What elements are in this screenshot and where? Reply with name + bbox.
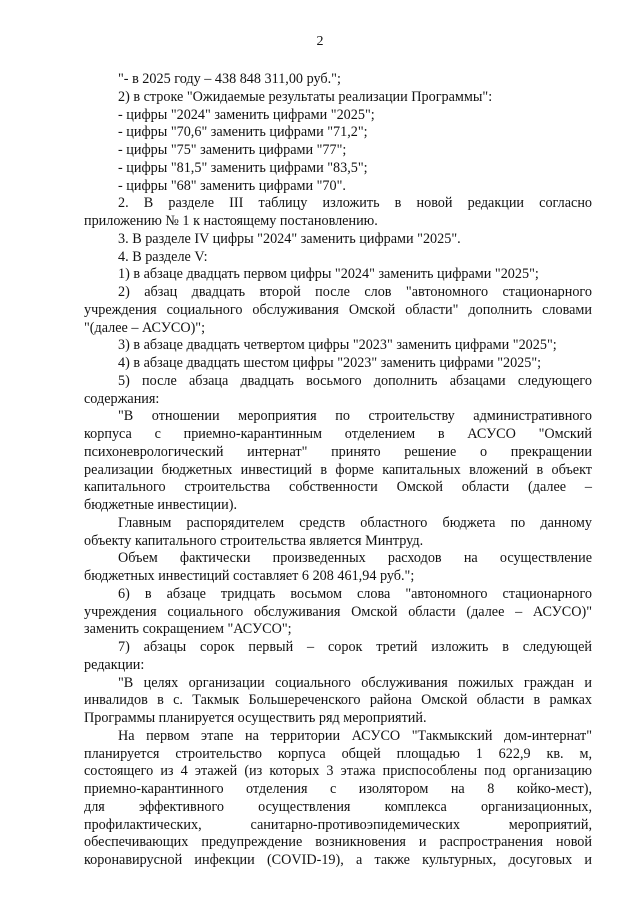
text-line: 1) в абзаце двадцать первом цифры "2024" заменить цифрами "2025"; (118, 266, 539, 283)
text-line: приемно-карантинного отделения с изолятором на 8 койко-мест), (84, 781, 592, 797)
text-line: 2) в строке "Ожидаемые результаты реализации Программы": (118, 88, 493, 105)
text-line: На первом этапе на территории АСУСО "Такмыкский дом-интернат" (118, 727, 592, 744)
text-line: корпуса с приемно-карантинным отделением в АСУСО "Омский (84, 426, 592, 442)
document-body (84, 71, 592, 870)
text-line: бюджетных инвестиций составляет 6 208 461,94 руб."; (84, 568, 415, 584)
text-line: учреждения социального обслуживания Омской области (далее – АСУСО)" (84, 603, 592, 620)
text-line: Объем фактически произведенных расходов на осуществление (118, 550, 592, 567)
text-line: приложению № 1 к настоящему постановлению. (84, 213, 378, 229)
text-line: 6) в абзаце тридцать восьмом слова "автономного стационарного (118, 585, 592, 602)
text-line: 3) в абзаце двадцать четвертом цифры "2023" заменить цифрами "2025"; (118, 337, 557, 354)
text-line: для эффективного осуществления комплекса организационных, (84, 798, 592, 815)
text-line: капитального строительства собственности Омской области (далее – (84, 479, 592, 496)
text-line: "В целях организации социального обслуживания пожилых граждан и (118, 674, 592, 691)
text-line: - цифры "75" заменить цифрами "77"; (118, 142, 347, 158)
text-line: 3. В разделе IV цифры "2024" заменить цифрами "2025". (118, 230, 461, 247)
text-line: - цифры "70,6" заменить цифрами "71,2"; (118, 124, 368, 141)
text-line: объекту капитального строительства является Минтруд. (84, 532, 424, 549)
text-line: Главным распорядителем средств областного бюджета по данному (118, 514, 592, 531)
text-line: бюджетные инвестиции). (84, 497, 237, 513)
text-line: - цифры "2024" заменить цифрами "2025"; (118, 106, 375, 123)
text-line: 4) в абзаце двадцать шестом цифры "2023" заменить цифрами "2025"; (118, 355, 542, 371)
text-line: 2. В разделе III таблицу изложить в новой редакции согласно (118, 195, 592, 212)
text-line: редакции: (84, 656, 145, 673)
text-line: 5) после абзаца двадцать восьмого дополнить абзацами следующего (118, 372, 592, 389)
text-line: "В отношении мероприятия по строительству административного (118, 408, 592, 425)
text-line: обеспечивающих предупреждение возникновения и распространения новой (84, 834, 592, 851)
text-line: 7) абзацы сорок первый – сорок третий изложить в следующей (118, 639, 592, 655)
page-number: 2 (316, 34, 324, 49)
text-line: профилактических, санитарно-противоэпидемических мероприятий, (84, 816, 592, 833)
text-line: инвалидов в с. Такмык Большереченского района Омской области в рамках (84, 692, 592, 709)
text-line: "(далее – АСУСО)"; (84, 319, 206, 336)
text-line: 2) абзац двадцать второй после слов "автономного стационарного (118, 284, 592, 300)
text-line: 4. В разделе V: (118, 248, 208, 265)
text-line: состоящего из 4 этажей (из которых 3 этажа приспособлены под организацию (84, 763, 592, 780)
text-line: учреждения социального обслуживания Омской области" дополнить словами (84, 301, 592, 318)
text-line: заменить сокращением "АСУСО"; (84, 621, 292, 638)
text-line: коронавирусной инфекции (COVID-19), а также культурных, досуговых и (84, 852, 592, 868)
text-line: Программы планируется осуществить ряд мероприятий. (84, 710, 427, 726)
text-line: планируется строительство корпуса общей площадью 1 622,9 кв. м, (84, 745, 592, 762)
text-line: содержания: (84, 390, 160, 407)
text-line: психоневрологический интернат" принято решение о прекращении (84, 443, 592, 460)
text-line: - цифры "81,5" заменить цифрами "83,5"; (118, 159, 368, 176)
text-line: "- в 2025 году – 438 848 311,00 руб."; (118, 71, 341, 87)
text-line: реализации бюджетных инвестиций в форме капитальных вложений в объект (84, 461, 592, 478)
text-line: - цифры "68" заменить цифрами "70". (118, 177, 346, 194)
